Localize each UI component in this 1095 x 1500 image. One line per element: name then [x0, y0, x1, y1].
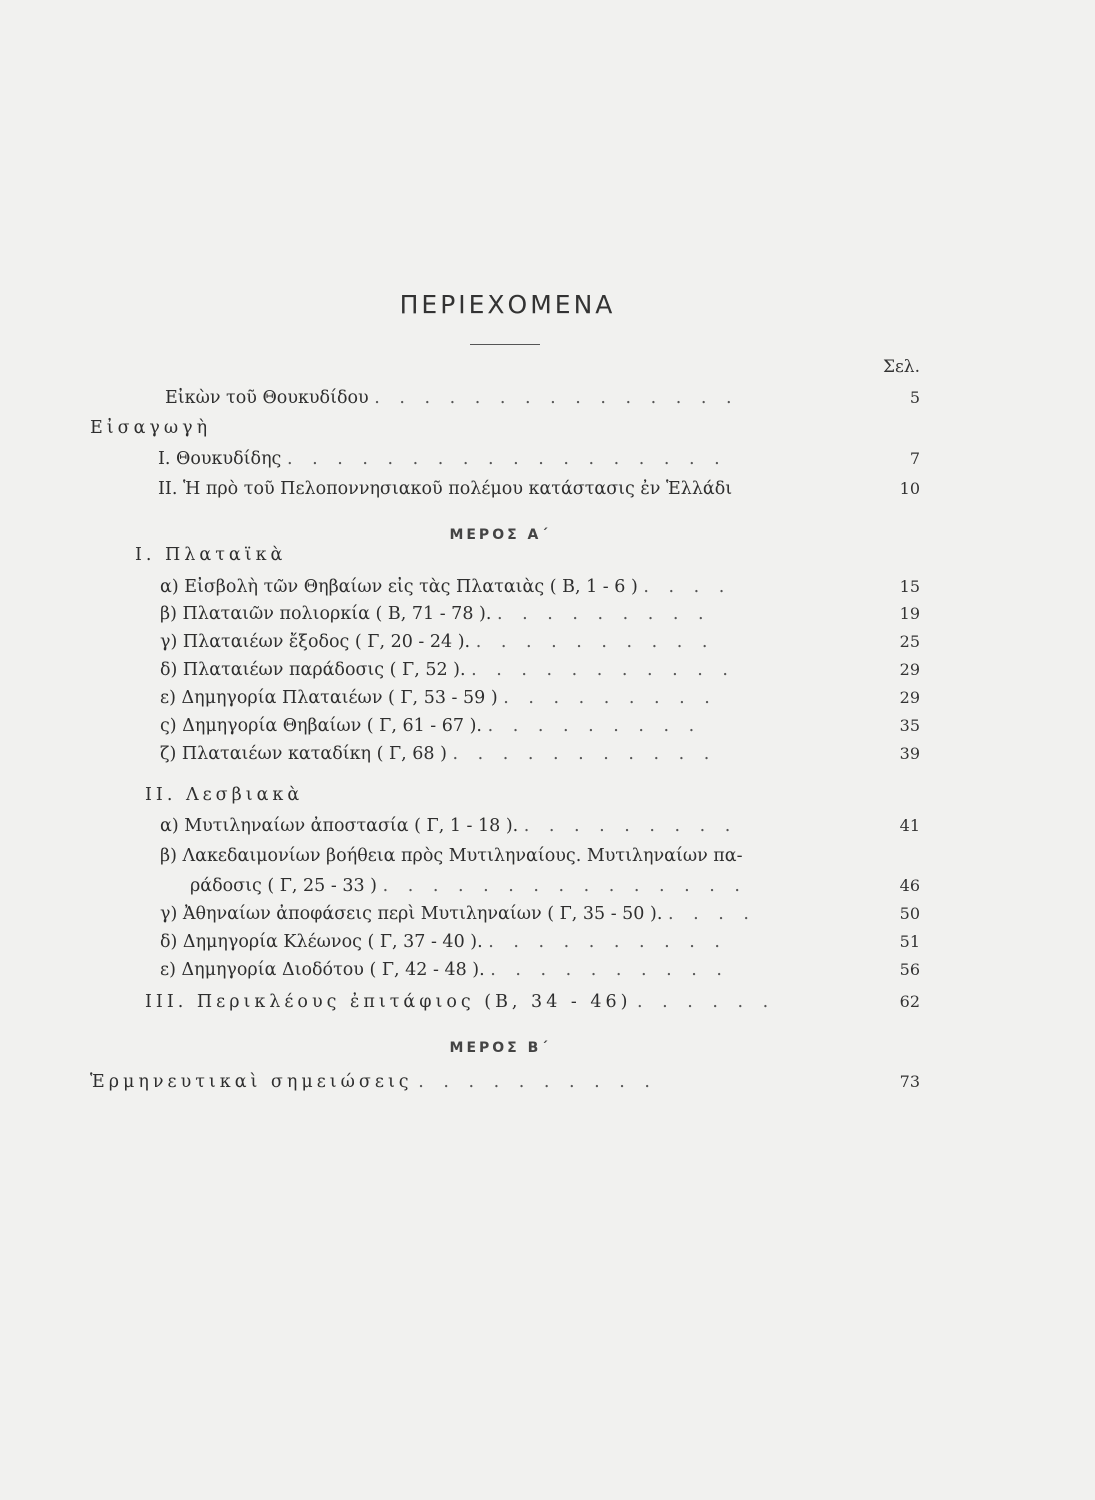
toc-page-number: 51 [899, 932, 920, 951]
toc-leader-dots: . . . . . . . . . . [418, 1072, 657, 1092]
toc-entry [160, 744, 716, 764]
toc-entry-text: ε) Δημηγορία Πλαταιέων ( Γ, 53 - 59 ) [160, 688, 498, 708]
toc-entry-text: ΙΙΙ. Περικλέους ἐπιτάφιος (Β, 34 - 46) [145, 992, 632, 1012]
toc-leader-dots: . . . . . . . . . . . [471, 660, 735, 680]
toc-leader-dots: . . . . . . . . . [523, 816, 738, 836]
toc-page-number: 39 [899, 744, 920, 763]
toc-page-number: 46 [899, 876, 920, 895]
toc-entry-text: ράδοσις ( Γ, 25 - 33 ) [190, 876, 377, 896]
toc-page-number: 56 [899, 960, 920, 979]
toc-entry [160, 904, 756, 924]
toc-entry [160, 932, 727, 952]
toc-page-number: 5 [909, 388, 920, 407]
toc-entry-text: ς) Δημηγορία Θηβαίων ( Γ, 61 - 67 ). [160, 716, 482, 736]
toc-entry [145, 992, 775, 1012]
section-heading: Εἰσαγωγὴ [90, 418, 212, 438]
section-heading: Ι. Πλαταϊκὰ [135, 545, 287, 565]
toc-leader-dots: . . . . . . . . . . . . . . . . . . [286, 449, 727, 469]
toc-leader-dots: . . . . . . . . . . [475, 632, 715, 652]
toc-page-number: 29 [899, 688, 920, 707]
toc-entry-text: Ἑρμηνευτικαὶ σημειώσεις [90, 1072, 413, 1092]
toc-entry-text: δ) Πλαταιέων παράδοσις ( Γ, 52 ). [160, 660, 466, 680]
toc-page-number: 10 [899, 479, 920, 498]
toc-entry [160, 716, 701, 736]
toc-entry [158, 479, 732, 499]
toc-entry-text: β) Λακεδαιμονίων βοήθεια πρὸς Μυτιληναίους. Μυτιληναίων πα- [160, 846, 743, 866]
toc-entry-text: ζ) Πλαταιέων καταδίκη ( Γ, 68 ) [160, 744, 447, 764]
toc-leader-dots: . . . . . . . . . . . [452, 744, 717, 764]
toc-entry-text: Ι. Θουκυδίδης [158, 449, 282, 469]
toc-entry [160, 960, 729, 980]
toc-entry-text: α) Μυτιληναίων ἀποστασία ( Γ, 1 - 18 ). [160, 816, 519, 836]
toc-page-number: 29 [899, 660, 920, 679]
part-a-heading: ΜΕΡΟΣ Α΄ [449, 527, 551, 543]
toc-page-number: 19 [899, 604, 920, 623]
toc-leader-dots: . . . . . . . . . . . . . . . [374, 388, 739, 408]
toc-entry [160, 604, 711, 624]
toc-entry [158, 449, 727, 469]
part-b-heading: ΜΕΡΟΣ Β΄ [449, 1040, 551, 1056]
toc-leader-dots: . . . . . . . . . [496, 604, 711, 624]
toc-page-number: 7 [909, 449, 920, 468]
toc-entry [90, 1072, 657, 1092]
toc-entry-text: γ) Πλαταιέων ἔξοδος ( Γ, 20 - 24 ). [160, 632, 471, 652]
toc-entry-text: β) Πλαταιῶν πολιορκία ( Β, 71 - 78 ). [160, 604, 492, 624]
toc-leader-dots: . . . . . . [637, 992, 776, 1012]
toc-entry [190, 876, 747, 896]
toc-entry [160, 660, 735, 680]
section-heading: ΙΙ. Λεσβιακὰ [145, 785, 304, 805]
toc-entry [160, 632, 714, 652]
toc-leader-dots: . . . . . . . . . . . . . . . [382, 876, 747, 896]
toc-leader-dots: . . . . [667, 904, 756, 924]
toc-entry [160, 846, 743, 866]
toc-entry [165, 388, 739, 408]
toc-leader-dots: . . . . [643, 577, 732, 597]
toc-entry [160, 816, 737, 836]
toc-page-number: 50 [899, 904, 920, 923]
toc-page-number: 41 [899, 816, 920, 835]
toc-leader-dots: . . . . . . . . . [503, 688, 717, 708]
toc-entry-text: Εἰκὼν τοῦ Θουκυδίδου [165, 388, 369, 408]
toc-page-number: 15 [899, 577, 920, 596]
toc-entry-text: δ) Δημηγορία Κλέωνος ( Γ, 37 - 40 ). [160, 932, 483, 952]
toc-entry-text: α) Εἰσβολὴ τῶν Θηβαίων εἰς τὰς Πλαταιὰς ( Β, 1 - 6 ) [160, 577, 638, 597]
toc-page-number: 25 [899, 632, 920, 651]
toc-entry-text: ΙΙ. Ἡ πρὸ τοῦ Πελοποννησιακοῦ πολέμου κατάστασις ἐν Ἑλλάδι [158, 479, 733, 499]
toc-leader-dots: . . . . . . . . . . [490, 960, 729, 980]
page-title: ΠΕΡΙΕΧΟΜΕΝΑ [399, 290, 616, 319]
toc-entry [160, 688, 717, 708]
page-column-header: Σελ. [882, 357, 920, 377]
title-rule [470, 344, 540, 345]
toc-entry-text: γ) Ἀθηναίων ἀποφάσεις περὶ Μυτιληναίων ( Γ, 35 - 50 ). [160, 904, 663, 924]
toc-leader-dots: . . . . . . . . . [487, 716, 702, 736]
toc-entry-text: ε) Δημηγορία Διοδότου ( Γ, 42 - 48 ). [160, 960, 485, 980]
toc-entry [160, 577, 731, 597]
toc-leader-dots: . . . . . . . . . . [488, 932, 727, 952]
toc-page-number: 62 [899, 992, 920, 1011]
toc-page-number: 73 [899, 1072, 920, 1091]
toc-page-number: 35 [899, 716, 920, 735]
